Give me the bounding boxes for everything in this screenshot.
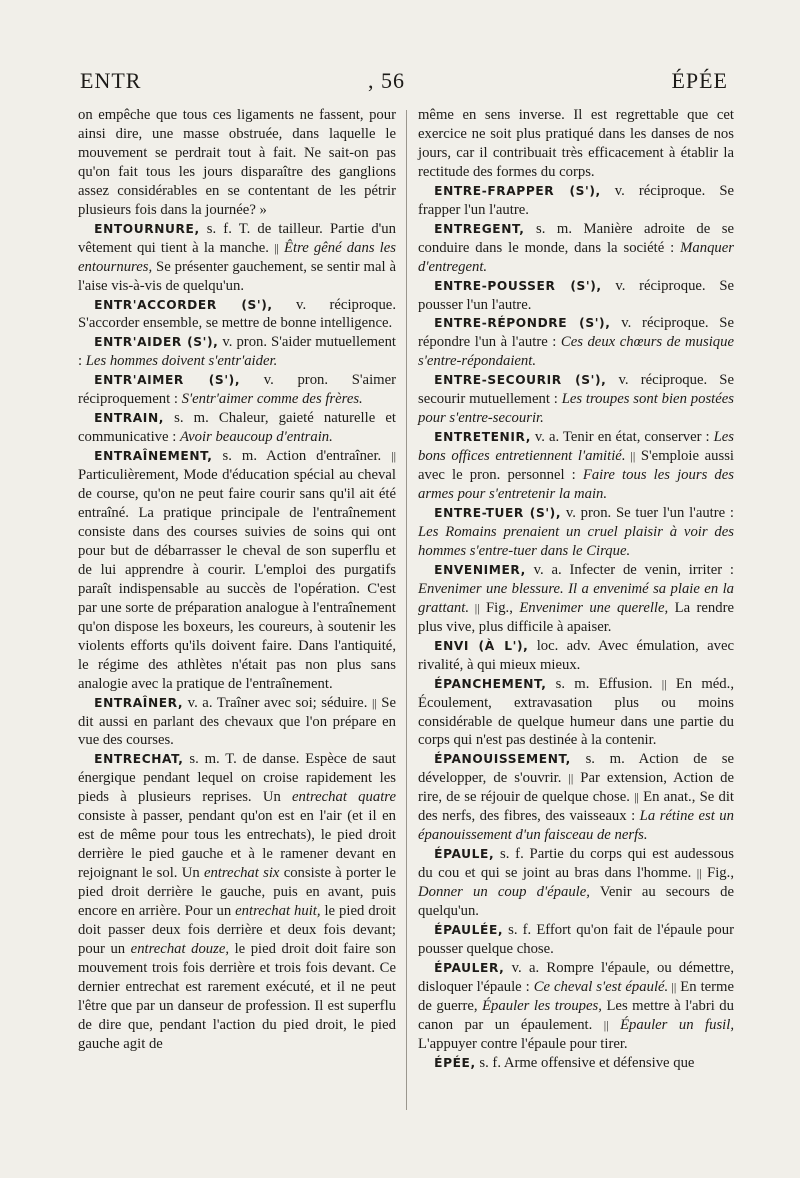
- headword: ÉPAULÉE,: [434, 922, 504, 937]
- column-divider: [406, 110, 407, 1110]
- headword: ENTRETENIR,: [434, 430, 531, 445]
- headword: ENTRAÎNER,: [94, 695, 184, 710]
- entry-entournure: ENTOURNURE, s. f. T. de tailleur. Partie d'un vêtement qui tient à la manche. || Être gêné dans les entournures, Se présenter gauchement, se sentir mal à l'aise vis-à-vis de quelqu'un.: [78, 220, 396, 294]
- entry-envi: ENVI (À L'), loc. adv. Avec émulation, avec rivalité, à qui mieux mieux.: [418, 637, 734, 673]
- entry-entrain: ENTRAIN, s. m. Chaleur, gaieté naturelle et communicative : Avoir beaucoup d'entrain.: [78, 410, 396, 446]
- entry-entre-pousser: ENTRE-POUSSER (S'), v. réciproque. Se pousser l'un l'autre.: [418, 277, 735, 313]
- entry-entregent: ENTREGENT, s. m. Manière adroite de se conduire dans le monde, dans la société : Manquer d'entregent.: [418, 220, 734, 275]
- entry-epee: ÉPÉE, s. f. Arme offensive et défensive que: [434, 1054, 695, 1071]
- headword: ÉPAULE,: [434, 847, 495, 862]
- headword: ÉPAULER,: [434, 960, 505, 975]
- entry-entre-secourir: ENTRE-SECOURIR (S'), v. réciproque. Se secourir mutuellement : Les troupes sont bien postées pour s'entre-secourir.: [418, 372, 734, 427]
- entry-entretenir: ENTRETENIR, v. a. Tenir en état, conserver : Les bons offices entretiennent l'amitié. || S'emploie aussi avec le pron. personnel : Faire tous les jours des armes pour s'entretenir la main.: [418, 429, 734, 503]
- entry-entre-repondre: ENTRE-RÉPONDRE (S'), v. réciproque. Se répondre l'un à l'autre : Ces deux chœurs de musique s'entre-répondaient.: [418, 315, 734, 370]
- continued-text: même en sens inverse. Il est regrettable que cet exercice ne soit plus pratiqué dans les danses de nos jours, car il contribuait très efficacement à établir la rectitude des formes du corps.: [418, 107, 734, 180]
- entry-entrainement: ENTRAÎNEMENT, s. m. Action d'entraîner. || Particulièrement, Mode d'éducation spécial au cheval de course, qu'on ne peut faire courir sans qu'il ait été entraîné. La pratique principale de l'entraînement consiste dans des courses suivies de soins qui ont pour but de débarrasser le cheval de son superflu et de lui apprendre à courir. L'emploi des purgatifs paraît indispensable au succès de l'opération. C'est par une sorte de préparation analogue à l'entraînement qu'on dispose les boxeurs, les coureurs, à soutenir les violents efforts qu'ils doivent faire. Dans l'antiquité, le régime des athlètes n'était pas non plus sans analogie avec la pratique de l'entraînement.: [78, 448, 396, 692]
- headword: ENTR'AIMER (S'),: [94, 373, 241, 388]
- headword: ENTRE-TUER (S'),: [434, 506, 562, 521]
- page-header: [80, 68, 740, 98]
- page-number: , 56: [368, 68, 405, 93]
- headword: ENTRE-FRAPPER (S'),: [434, 183, 601, 198]
- entry-entraccorder: ENTR'ACCORDER (S'), v. réciproque. S'accorder ensemble, se mettre de bonne intelligence.: [78, 296, 396, 332]
- running-head-right: ÉPÉE: [671, 68, 728, 93]
- headword: ENTRAIN,: [94, 411, 164, 426]
- headword: ÉPANOUISSEMENT,: [434, 752, 571, 767]
- entry-envenimer: ENVENIMER, v. a. Infecter de venin, irriter : Envenimer une blessure. Il a envenimé sa plaie en la grattant. || Fig., Envenimer une querelle, La rendre plus vive, plus difficile à apaiser.: [418, 561, 735, 635]
- running-head-left: ENTR: [80, 68, 142, 93]
- entry-entraider: ENTR'AIDER (S'), v. pron. S'aider mutuellement : Les hommes doivent s'entr'aider.: [78, 334, 396, 370]
- entry-entre-tuer: ENTRE-TUER (S'), v. pron. Se tuer l'un l'autre : Les Romains prenaient un cruel plaisir à voir des hommes s'entre-tuer dans le Cirque.: [418, 505, 734, 559]
- headword: ENTRE-POUSSER (S'),: [434, 278, 602, 293]
- headword: ÉPÉE,: [434, 1055, 476, 1070]
- headword: ENTRAÎNEMENT,: [94, 449, 213, 464]
- entry-entre-frapper: ENTRE-FRAPPER (S'), v. réciproque. Se frapper l'un l'autre.: [418, 182, 735, 218]
- continued-text: on empêche que tous ces ligaments ne fassent, pour ainsi dire, une masse obstruée, dans laquelle le mouvement se perdrait tout à fait. Ne sait-on pas qu'on fait tous les jours disparaître des ganglions assez considérables en se contentant de les pétrir plusieurs fois dans la journée? »: [78, 107, 396, 218]
- headword: ENTREGENT,: [434, 221, 525, 236]
- headword: ÉPANCHEMENT,: [434, 676, 547, 691]
- headword: ENTR'AIDER (S'),: [94, 335, 219, 350]
- headword: ENTR'ACCORDER (S'),: [94, 297, 273, 312]
- headword: ENTOURNURE,: [94, 221, 200, 236]
- entry-entrechat: ENTRECHAT, s. m. T. de danse. Espèce de saut énergique pendant lequel on croise rapidement les pieds à plusieurs reprises. Un entrechat quatre consiste à passer, pendant qu'on est en l'air (et il en est de même pour tous les entrechats), le pied droit derrière le pied gauche et à le ramener devant en rejoignant le sol. Un entrechat six consiste à porter le pied droit derrière le gauche, puis en avant, puis encore en arrière. Pour un entrechat huit, le pied droit doit passer deux fois derrière et deux fois devant; pour un entrechat douze, le pied droit doit faire son mouvement trois fois derrière et trois fois devant. Ce dernier entrechat est rarement exécuté, et il ne peut l'être que par un danseur de profession. Il est superflu de dire que, pendant l'action du pied droit, le pied gauche agit de: [78, 751, 396, 1052]
- entry-epanouissement: ÉPANOUISSEMENT, s. m. Action de se développer, de s'ouvrir. || Par extension, Action de rire, de se réjouir de quelque chose. || En anat., Se dit des nerfs, des fibres, des vaisseaux : La rétine est un épanouissement d'un faisceau de nerfs.: [418, 751, 735, 844]
- entry-epauler: ÉPAULER, v. a. Rompre l'épaule, ou démettre, disloquer l'épaule : Ce cheval s'est épaulé. || En terme de guerre, Épauler les troupes, Les mettre à l'abri du canon par un épaulement. || Épauler un fusil, L'appuyer contre l'épaule pour tirer.: [418, 959, 735, 1052]
- right-column: [418, 106, 734, 1073]
- entry-epaulee: ÉPAULÉE, s. f. Effort qu'on fait de l'épaule pour pousser quelque chose.: [418, 921, 734, 957]
- headword: ENTRECHAT,: [94, 752, 184, 767]
- headword: ENTRE-SECOURIR (S'),: [434, 373, 607, 388]
- entry-entraimer: ENTR'AIMER (S'), v. pron. S'aimer réciproquement : S'entr'aimer comme des frères.: [78, 372, 396, 408]
- entry-epanchement: ÉPANCHEMENT, s. m. Effusion. || En méd., Écoulement, extravasation plus ou moins considérable de quelque humeur dans une partie du corps qui n'est pas destinée à la contenir.: [418, 675, 734, 749]
- entry-entrainer: ENTRAÎNER, v. a. Traîner avec soi; séduire. || Se dit aussi en parlant des chevaux que l'on prépare en vue des courses.: [78, 694, 396, 749]
- left-column: [78, 106, 396, 1054]
- headword: ENVENIMER,: [434, 562, 526, 577]
- headword: ENVI (À L'),: [434, 638, 529, 653]
- headword: ENTRE-RÉPONDRE (S'),: [434, 316, 611, 331]
- entry-epaule: ÉPAULE, s. f. Partie du corps qui est audessous du cou et qui se joint au bras dans l'homme. || Fig., Donner un coup d'épaule, Venir au secours de quelqu'un.: [418, 846, 734, 920]
